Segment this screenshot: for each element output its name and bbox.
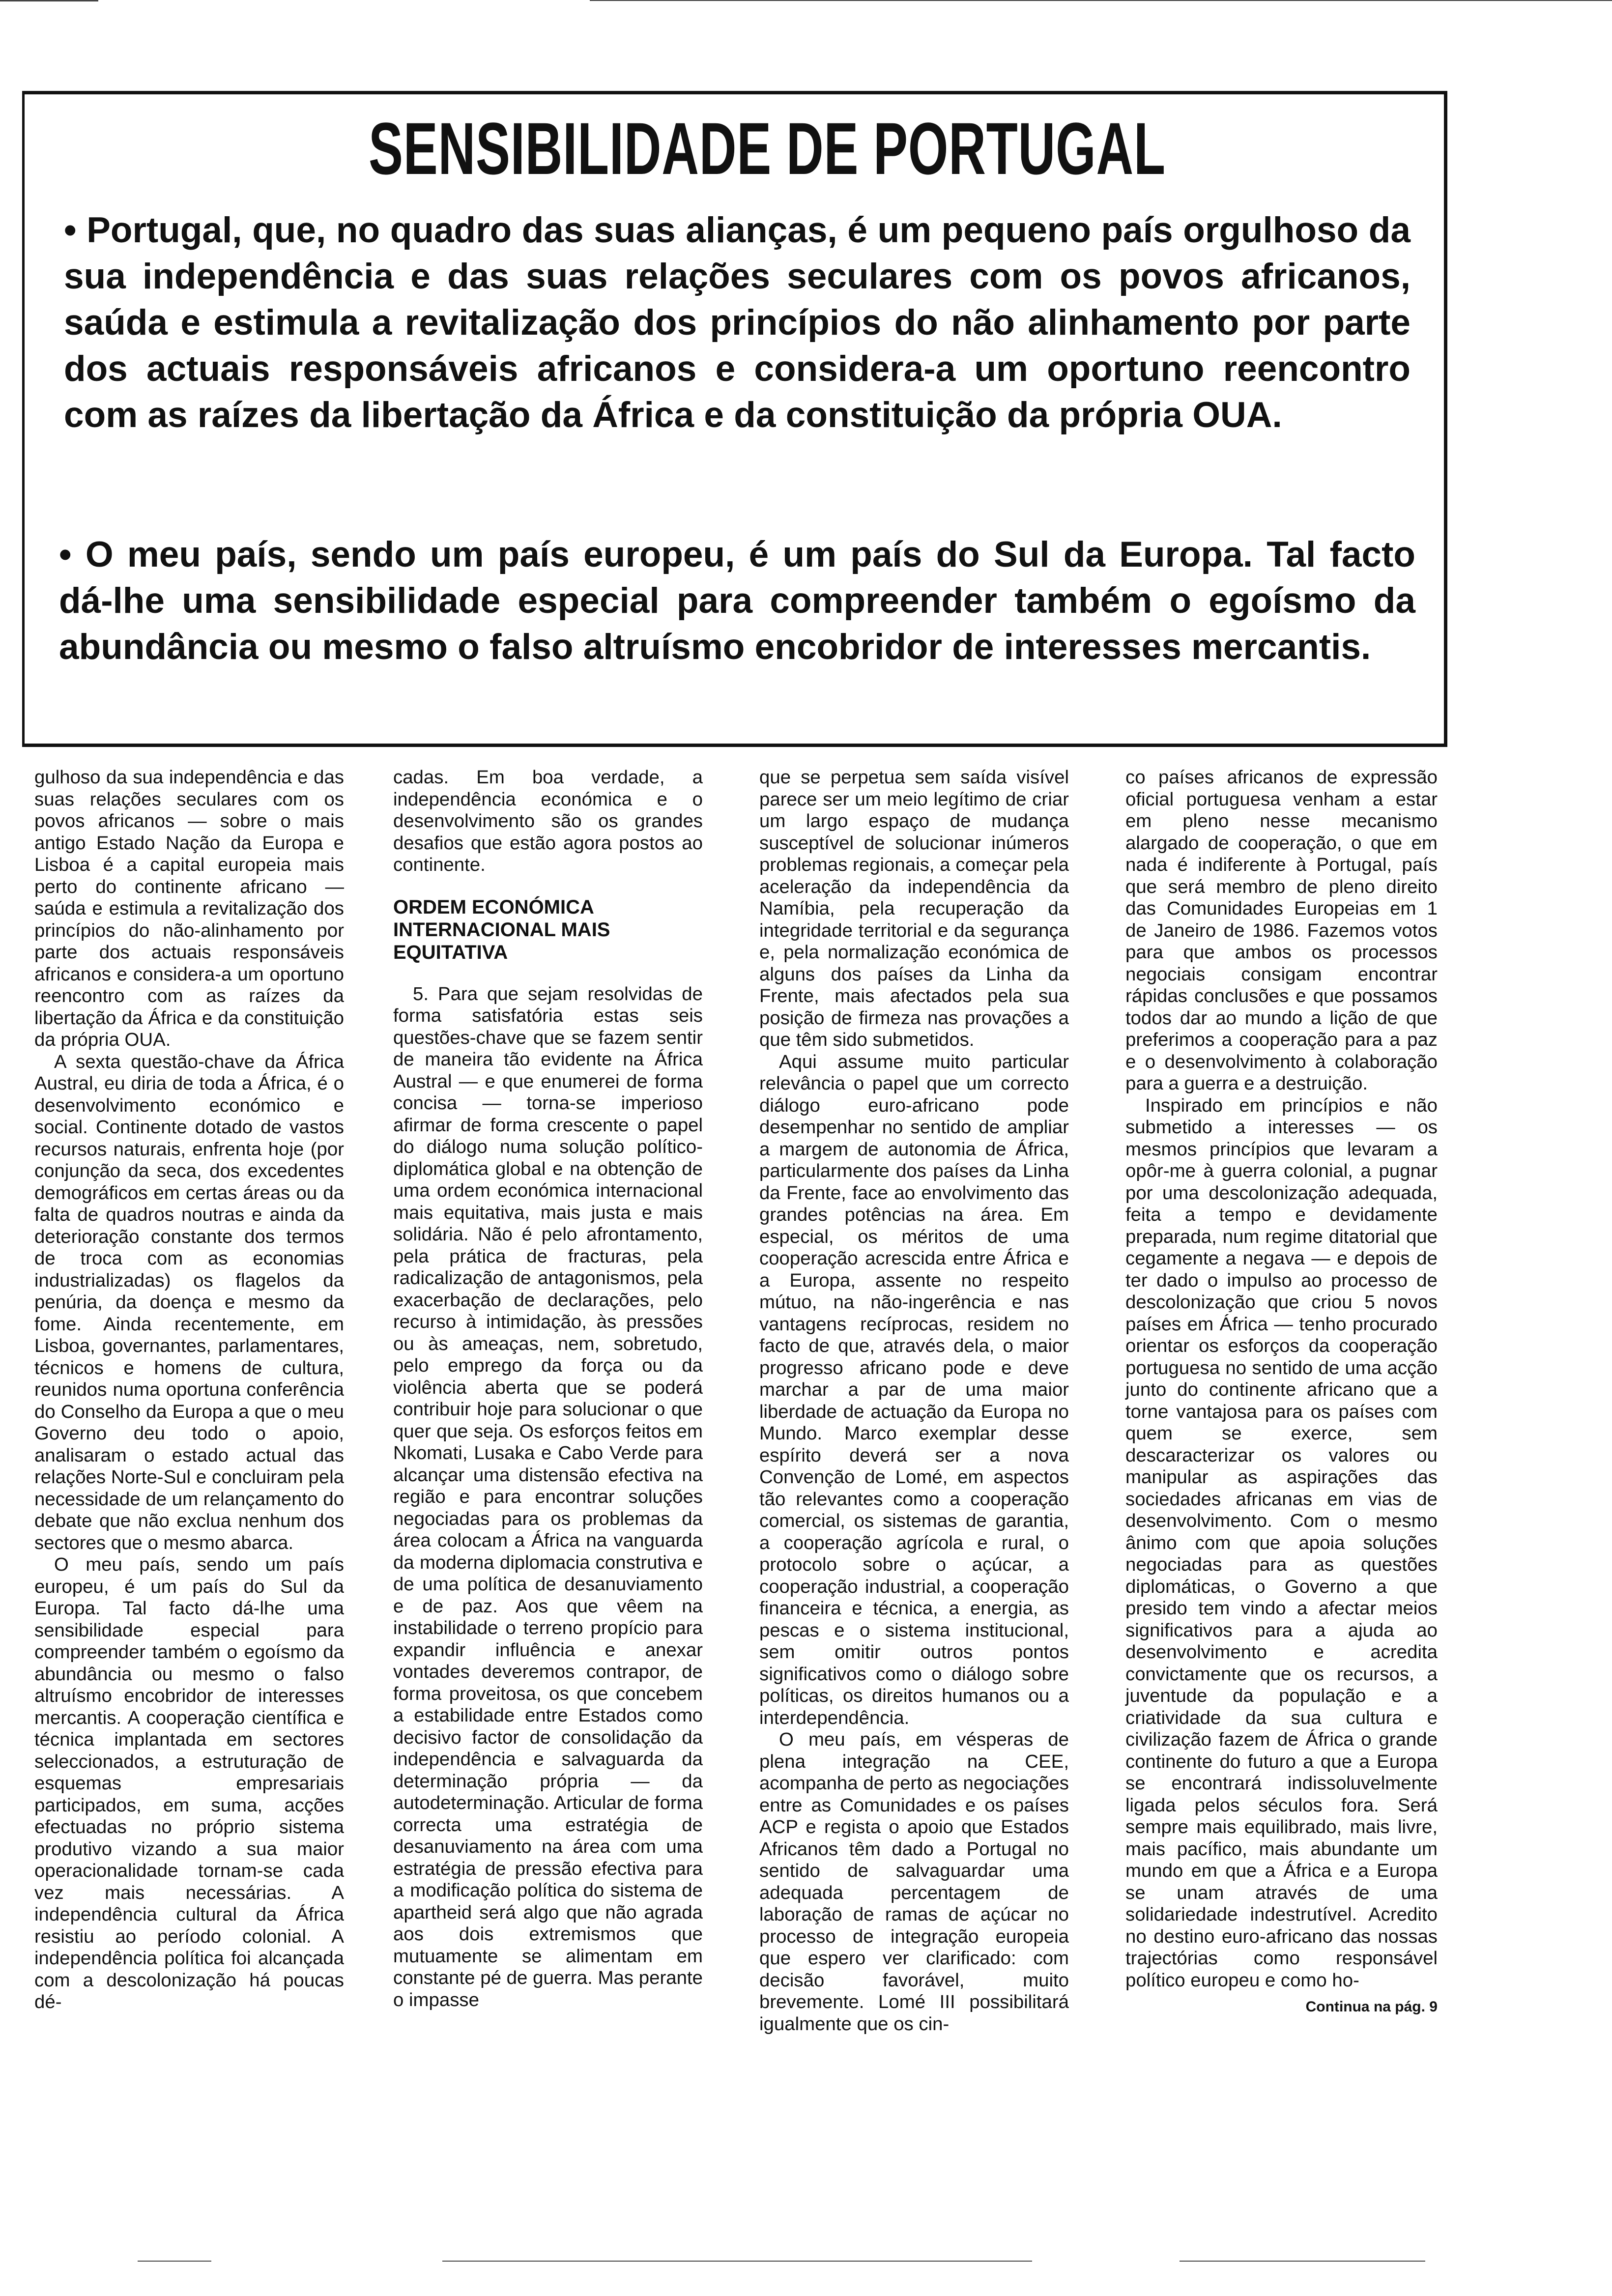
body-paragraph: Aqui assume muito particular relevância o papel que um correcto diálogo euro-africano pode desempenhar no sentido de ampliar a margem de autonomia de África, particularmente dos países da Linha da Frente, face ao envolvimento das grandes potências na área. Em especial, os méritos de uma cooperação acrescida entre África e a Europa, assente no respeito mútuo, na não-ingerência e nas vantagens recíprocas, residem no facto de que, através dela, o maior progresso africano pode e deve marchar a par de uma maior liberdade de actuação da Europa no Mundo. Marco exemplar desse espírito deverá ser a nova Convenção de Lomé, em aspectos tão relevantes como a cooperação comercial, os sistemas de garantia, a cooperação agrícola e rural, o protocolo sobre o açúcar, a cooperação industrial, a cooperação financeira e técnica, a energia, as pescas e o sistema institucional, sem omitir outros pontos significativos como o diálogo sobre políticas, os direitos humanos ou a interdependência. (759, 1051, 1069, 1728)
lead-box (22, 91, 1447, 747)
article-column-1 (34, 767, 344, 2013)
body-paragraph: A sexta questão-chave da África Austral, eu diria de toda a África, é o desenvolvimento económico e social. Continente dotado de vastos recursos naturais, enfrenta hoje (por conjunção da seca, dos excedentes demográficos em certas áreas ou da falta de quadros noutras e ainda da deterioração constante dos termos de troca com as economias industrializadas) os flagelos da penúria, da doença e mesmo da fome. Ainda recentemente, em Lisboa, governantes, parlamentares, técnicos e homens de cultura, reunidos numa oportuna conferência do Conselho da Europa a que o meu Governo deu todo o apoio, analisaram o estado actual das relações Norte-Sul e concluiram pela necessidade de um relançamento do debate que não exclua nenhum dos sectores que o mesmo abarca. (34, 1051, 344, 1553)
bottom-rule-left (138, 2261, 211, 2262)
lead-paragraph: • Portugal, que, no quadro das suas alianças, é um pequeno país orgulhoso da sua independência e das suas relações seculares com os povos africanos, saúda e estimula a revitalização dos princípios do não alinhamento por parte dos actuais responsáveis africanos e considera-a um oportuno reencontro com as raízes da libertação da África e da constituição da própria OUA. (64, 210, 1410, 435)
continued-note: Continua na pág. 9 (1305, 1999, 1438, 2015)
top-rule-right (590, 0, 1612, 1)
article-column-4 (1125, 767, 1438, 2018)
body-paragraph: co países africanos de expressão oficial portuguesa venham a estar em pleno nesse mecanismo alargado de cooperação, o que em nada é indiferente à Portugal, país que será membro de pleno direito das Comunidades Europeias em 1 de Janeiro de 1986. Fazemos votos para que ambos os processos negociais consigam encontrar rápidas conclusões e que possamos todos dar ao mundo a lição de que preferimos a cooperação para a paz e o desenvolvimento à colaboração para a guerra e a destruição. (1125, 767, 1438, 1094)
article-column-2 (393, 767, 703, 2011)
body-paragraph: O meu país, em vésperas de plena integração na CEE, acompanha de perto as negociações entre as Comunidades e os países ACP e regista o apoio que Estados Africanos têm dado a Portugal no sentido de salvaguardar uma adequada percentagem de laboração de ramas de açúcar no processo de integração europeia que espero ver clarificado: com decisão favorável, muito brevemente. Lomé III possibilitará igualmente que os cin- (759, 1729, 1069, 2035)
body-paragraph: 5. Para que sejam resolvidas de forma satisfatória estas seis questões-chave que se fazem sentir de maneira tão evidente na África Austral — e que enumerei de forma concisa — torna-se imperioso afirmar de forma crescente o papel do diálogo numa solução político-diplomática global e na obtenção de uma ordem económica internacional mais equitativa, mais justa e mais solidária. Não é pelo afrontamento, pela prática de fracturas, pela radicalização de antagonismos, pela exacerbação de declarações, pelo recurso à intimidação, às pressões ou às ameaças, nem, sobretudo, pelo emprego da força ou da violência aberta que se poderá contribuir hoje para solucionar o que quer que seja. Os esforços feitos em Nkomati, Lusaka e Cabo Verde para alcançar uma distensão efectiva na região e para encontrar soluções negociadas para os problemas da área colocam a África na vanguarda da moderna diplomacia construtiva e de uma política de desanuviamento e de paz. Aos que vêem na instabilidade o terreno propício para expandir influência e anexar vontades deveremos contrapor, de forma proveitosa, os que concebem a estabilidade entre Estados como decisivo factor de consolidação da independência e salvaguarda da determinação própria — da autodeterminação. Articular de forma correcta uma estratégia de desanuviamento na área com uma estratégia de pressão efectiva para a modificação política do sistema de apartheid será algo que não agrada aos dois extremismos que mutuamente se alimentam em constante pé de guerra. Mas perante o impasse (393, 983, 703, 2010)
lead-paragraph: • O meu país, sendo um país europeu, é um país do Sul da Europa. Tal facto dá-lhe uma sensibilidade especial para compreender também o egoísmo da abundância ou mesmo o falso altruísmo encobridor de interesses mercantis. (59, 535, 1415, 667)
article-column-3 (759, 767, 1069, 2035)
body-paragraph: Inspirado em princípios e não submetido a interesses — os mesmos princípios que levaram a opôr-me à guerra colonial, a pugnar por uma descolonização adequada, feita a tempo e devidamente preparada, num regime ditatorial que cegamente a negava — e depois de ter dado o impulso ao processo de descolonização que criou 5 novos países em África — tenho procurado orientar os esforços da cooperação portuguesa no sentido de uma acção junto do continente africano que a torne vantajosa para os países com quem se exerce, sem descaracterizar os valores ou manipular as aspirações das sociedades africanas em vias de desenvolvimento. Com o mesmo ânimo com que apoia soluções negociadas para as questões diplomáticas, o Governo a que presido tem vindo a afectar meios significativos para a ajuda ao desenvolvimento e acredita convictamente que os recursos, a juventude da população e a criatividade da sua cultura e civilização fazem de África o grande continente do futuro a que a Europa se encontrará indissoluvelmente ligada pelos séculos fora. Será sempre mais equilibrado, mais livre, mais pacífico, mais abundante um mundo em que a África e a Europa se unam através de uma solidariedade indestrutível. Acredito no destino euro-africano das nossas trajectórias como responsável político europeu e como ho- (1125, 1094, 1438, 1991)
section-subhead: ORDEM ECONÓMICA INTERNACIONAL MAIS EQUITATIVA (393, 896, 610, 963)
bottom-rule-right (1180, 2261, 1425, 2262)
headline: SENSIBILIDADE DE PORTUGAL (369, 107, 1166, 190)
body-paragraph: gulhoso da sua independência e das suas relações seculares com os povos africanos — sobre o mais antigo Estado Nação da Europa e Lisboa é a capital europeia mais perto do continente africano — saúda e estimula a revitalização dos princípios do não-alinhamento por parte dos actuais responsáveis africanos e considera-a um oportuno reencontro com as raízes da libertação da África e da constituição da própria OUA. (34, 767, 344, 1050)
top-rule-left (0, 0, 98, 1)
body-paragraph: que se perpetua sem saída visível parece ser um meio legítimo de criar um largo espaço de mudança susceptível de solucionar inúmeros problemas regionais, a começar pela aceleração da independência da Namíbia, pela recuperação da integridade territorial e da segurança e, pela normalização económica de alguns dos países da Linha da Frente, mais afectados pela sua posição de firmeza nas provações a que têm sido submetidos. (759, 767, 1069, 1050)
body-paragraph: O meu país, sendo um país europeu, é um país do Sul da Europa. Tal facto dá-lhe uma sensibilidade especial para compreender também o egoísmo da abundância ou mesmo o falso altruísmo encobridor de interesses mercantis. A cooperação científica e técnica implantada em sectores seleccionados, a estruturação de esquemas empresariais participados, em suma, acções efectuadas no próprio sistema produtivo vizando a sua maior operacionalidade tornam-se cada vez mais necessárias. A independência cultural da África resistiu ao período colonial. A independência política foi alcançada com a descolonização há poucas dé- (34, 1554, 344, 2012)
body-paragraph: cadas. Em boa verdade, a independência económica e o desenvolvimento são os grandes desafios que estão agora postos ao continente. (393, 767, 703, 875)
bottom-rule-center (442, 2261, 1032, 2262)
